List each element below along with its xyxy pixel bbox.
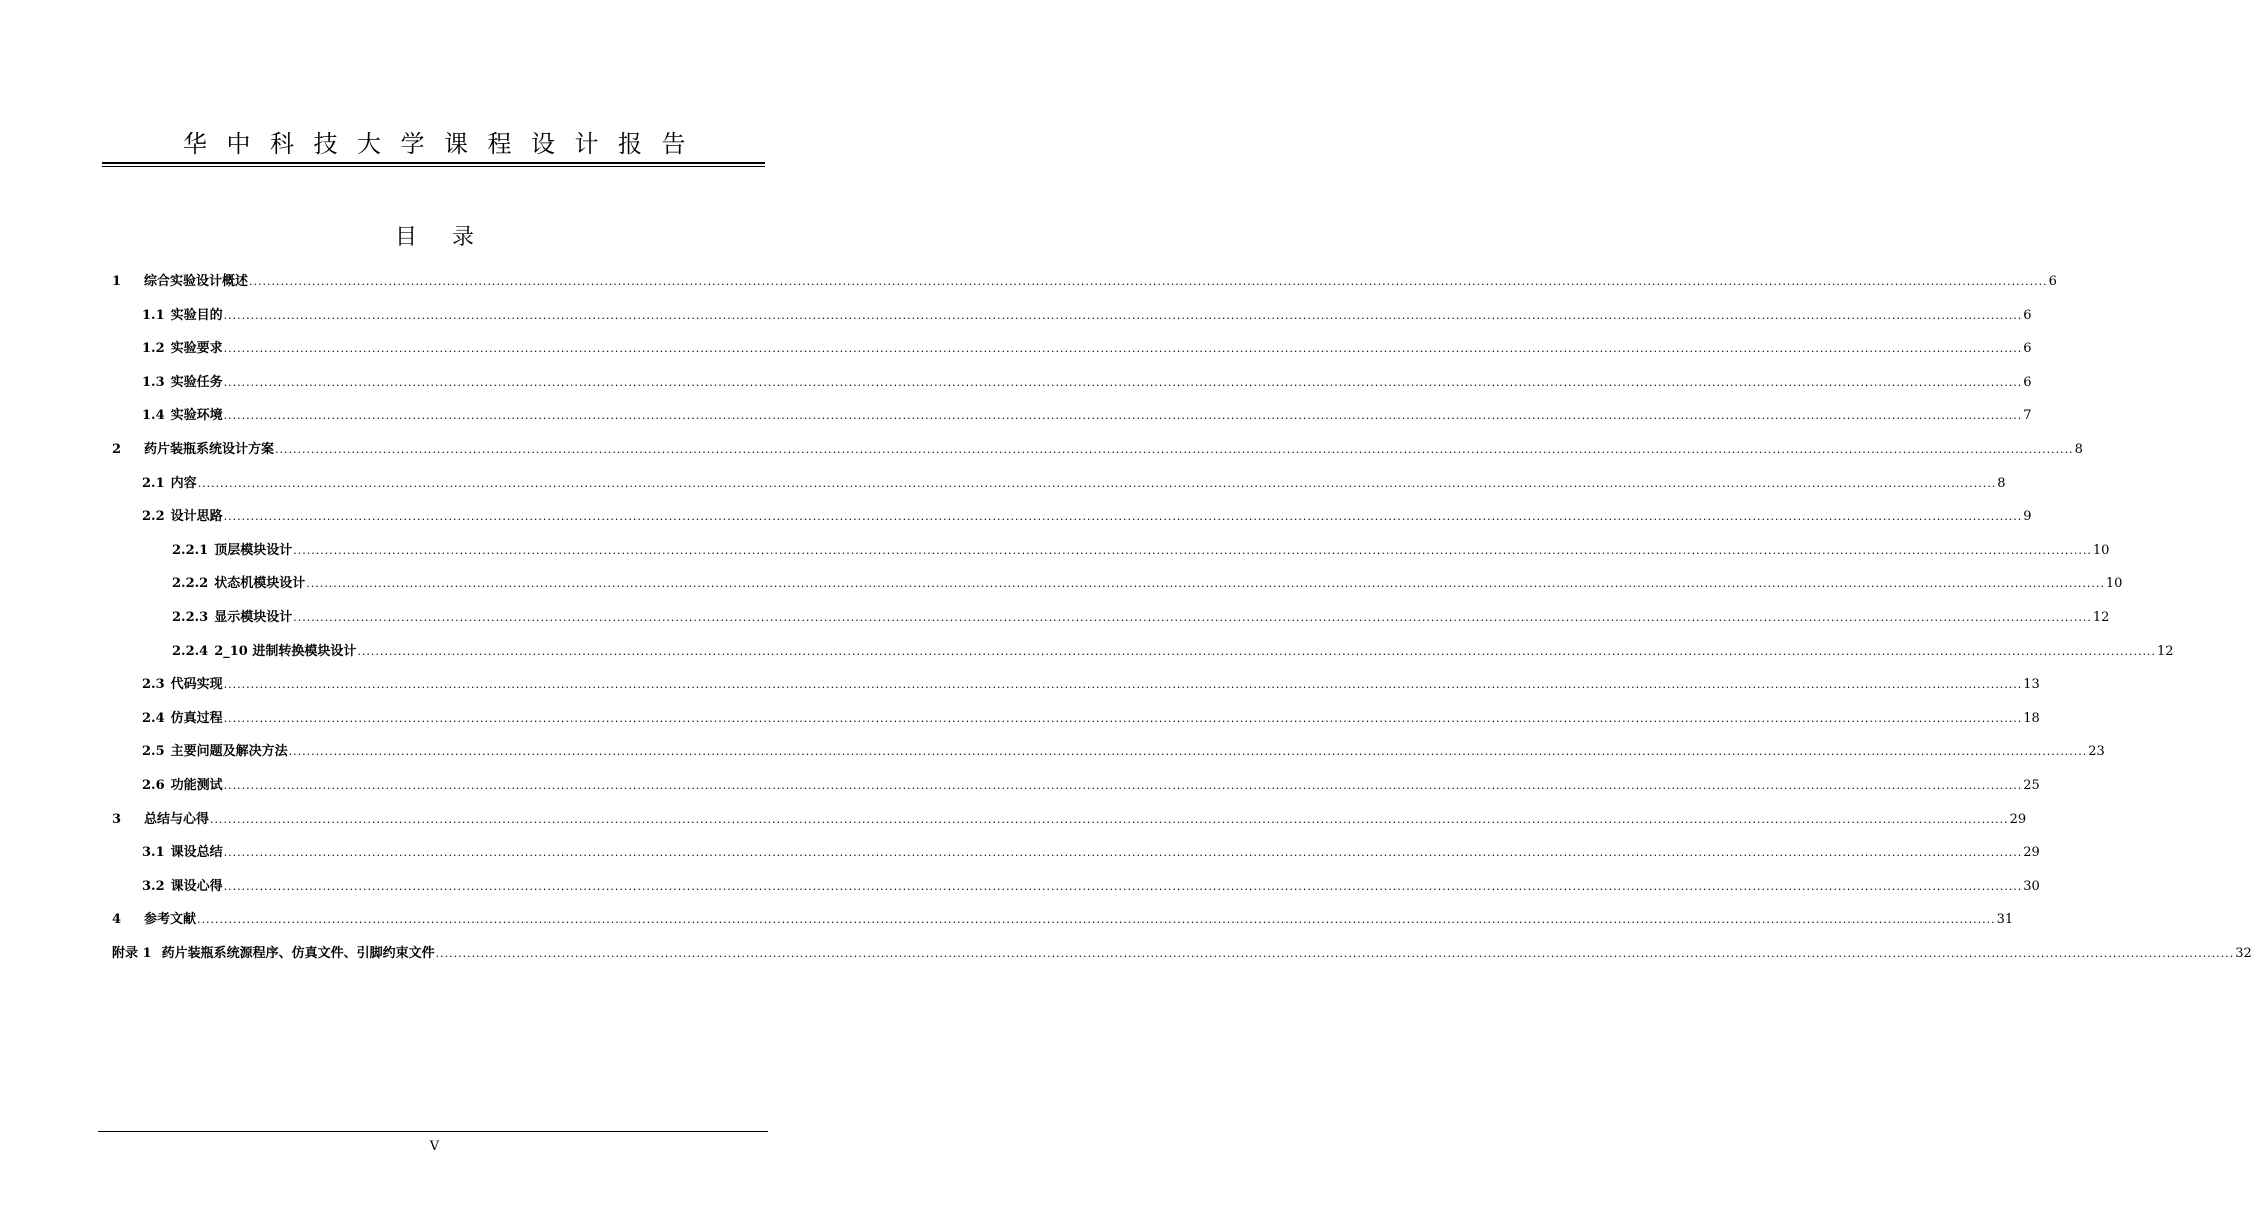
toc-entry-number: 2.6 xyxy=(142,778,165,793)
toc-entry-page: 18 xyxy=(2023,710,2040,726)
toc-entry[interactable] xyxy=(142,740,2105,762)
toc-entry-page: 6 xyxy=(2023,374,2032,390)
toc-entry-page: 6 xyxy=(2023,307,2032,323)
toc-entry-page: 9 xyxy=(2023,509,2032,525)
toc-entry-title: 设计思路 xyxy=(170,509,223,525)
toc-entry-title: 药片装瓶系统源程序、仿真文件、引脚约束文件 xyxy=(161,946,435,961)
toc-entry-page: 12 xyxy=(2157,643,2174,659)
toc-leader-dots: ................................................................................................................................................................................................................................................................................................................................................................................................................ xyxy=(223,678,2023,692)
toc-leader-dots: ................................................................................................................................................................................................................................................................................................................................................................................................................ xyxy=(249,275,2048,288)
toc-entry[interactable] xyxy=(112,908,2014,930)
toc-entry-title: 功能测试 xyxy=(170,778,223,793)
toc-leader-dots: ................................................................................................................................................................................................................................................................................................................................................................................................................ xyxy=(223,779,2023,792)
toc-entry-title: 顶层模块设计 xyxy=(214,542,293,558)
toc-entry[interactable] xyxy=(142,371,2032,393)
toc-entry-number: 附录 1 xyxy=(112,946,152,961)
toc-leader-dots: ................................................................................................................................................................................................................................................................................................................................................................................................................ xyxy=(293,611,2092,624)
toc-entry-number: 1.4 xyxy=(142,408,165,424)
toc-entry-number: 2.5 xyxy=(142,744,165,760)
toc-entry-number: 2.1 xyxy=(142,475,165,491)
toc-entry-page: 10 xyxy=(2105,576,2123,592)
toc-entry-title: 状态机模块设计 xyxy=(214,576,306,592)
toc-entry-title: 仿真过程 xyxy=(170,710,223,726)
toc-entry-title: 代码实现 xyxy=(170,677,223,693)
footer-rule xyxy=(98,1131,768,1132)
toc-entry-number: 2.2.4 xyxy=(172,643,209,659)
toc-entry-title: 总结与心得 xyxy=(144,811,210,827)
toc-entry-number: 1.3 xyxy=(142,374,165,390)
toc-entry-number: 3.1 xyxy=(142,845,165,861)
toc-entry-page: 8 xyxy=(1997,475,2006,491)
toc-entry-number: 2.2.1 xyxy=(172,542,209,558)
toc-entry-page: 12 xyxy=(2092,610,2110,625)
toc-entry-number: 1.2 xyxy=(142,341,165,357)
toc-entry[interactable] xyxy=(142,304,2032,326)
toc-entry-title: 课设总结 xyxy=(170,845,223,861)
toc-entry-number: 2.3 xyxy=(142,677,165,693)
toc-entry-number: 3 xyxy=(112,811,122,827)
toc-leader-dots: ................................................................................................................................................................................................................................................................................................................................................................................................................ xyxy=(223,375,2023,389)
toc-leader-dots: ................................................................................................................................................................................................................................................................................................................................................................................................................ xyxy=(210,812,2009,826)
toc-entry-title: 实验任务 xyxy=(170,374,223,390)
toc-entry-title: 实验目的 xyxy=(170,307,223,323)
toc-leader-dots: ................................................................................................................................................................................................................................................................................................................................................................................................................ xyxy=(223,409,2023,423)
toc-entry-page: 7 xyxy=(2023,408,2032,424)
toc-entry[interactable] xyxy=(112,808,2027,830)
toc-entry-number: 2 xyxy=(112,442,122,457)
toc-title: 目 录 xyxy=(395,225,474,250)
toc-entry[interactable] xyxy=(172,640,2174,662)
toc-entry-number: 2.2.2 xyxy=(172,576,209,592)
toc-entry-page: 13 xyxy=(2023,677,2040,693)
footer-page-number: V xyxy=(429,1139,440,1154)
toc-leader-dots: ................................................................................................................................................................................................................................................................................................................................................................................................................ xyxy=(223,879,2023,893)
toc-entry-page: 31 xyxy=(1996,912,2014,928)
toc-entry-page: 29 xyxy=(2023,845,2040,861)
toc-leader-dots: ................................................................................................................................................................................................................................................................................................................................................................................................................ xyxy=(223,510,2023,524)
toc-entry-page: 32 xyxy=(2235,946,2252,961)
toc-leader-dots: ................................................................................................................................................................................................................................................................................................................................................................................................................ xyxy=(275,443,2074,456)
toc-entry-page: 29 xyxy=(2009,811,2027,827)
toc-leader-dots: ................................................................................................................................................................................................................................................................................................................................................................................................................ xyxy=(223,846,2023,860)
toc-leader-dots: ................................................................................................................................................................................................................................................................................................................................................................................................................ xyxy=(293,543,2092,557)
toc-entry-title: 显示模块设计 xyxy=(214,610,293,625)
toc-entry[interactable] xyxy=(172,539,2110,561)
toc-entry-page: 8 xyxy=(2074,442,2083,457)
toc-entry-title: 主要问题及解决方法 xyxy=(170,744,288,760)
toc-entry[interactable] xyxy=(172,606,2110,628)
toc-leader-dots: ................................................................................................................................................................................................................................................................................................................................................................................................................ xyxy=(357,644,2157,658)
toc-leader-dots: ................................................................................................................................................................................................................................................................................................................................................................................................................ xyxy=(288,745,2088,759)
toc-entry[interactable] xyxy=(142,707,2040,729)
toc-entry-title: 内容 xyxy=(170,475,197,491)
toc-entry[interactable] xyxy=(142,875,2040,897)
toc-entry[interactable] xyxy=(142,673,2040,695)
header-rule-thick xyxy=(102,162,765,164)
toc-entry-number: 1.1 xyxy=(142,307,165,323)
toc-leader-dots: ................................................................................................................................................................................................................................................................................................................................................................................................................ xyxy=(223,342,2023,356)
toc-entry[interactable] xyxy=(112,438,2083,460)
toc-entry[interactable] xyxy=(142,404,2032,426)
toc-entry-page: 6 xyxy=(2023,341,2032,357)
toc-entry-title: 实验要求 xyxy=(170,341,223,357)
toc-entry[interactable] xyxy=(112,270,2057,292)
toc-entry-page: 23 xyxy=(2088,744,2105,760)
toc-leader-dots: ................................................................................................................................................................................................................................................................................................................................................................................................................ xyxy=(223,711,2023,725)
toc-entry-title: 2_10 进制转换模块设计 xyxy=(214,643,357,659)
toc-leader-dots: ................................................................................................................................................................................................................................................................................................................................................................................................................ xyxy=(306,577,2105,591)
toc-entry[interactable] xyxy=(142,841,2040,863)
toc-entry-title: 课设心得 xyxy=(170,878,223,894)
toc-entry-page: 30 xyxy=(2023,878,2040,894)
toc-entry[interactable] xyxy=(112,942,2252,964)
toc-entry-number: 4 xyxy=(112,912,122,928)
toc-entry-title: 实验环境 xyxy=(170,408,223,424)
toc-entry-title: 参考文献 xyxy=(144,912,197,928)
report-header-title: 华中科技大学课程设计报告 xyxy=(183,130,705,158)
toc-entry-page: 25 xyxy=(2023,778,2040,793)
toc-entry-number: 2.2.3 xyxy=(172,610,209,625)
toc-entry[interactable] xyxy=(142,505,2032,527)
toc-leader-dots: ................................................................................................................................................................................................................................................................................................................................................................................................................ xyxy=(435,947,2235,960)
toc-entry[interactable] xyxy=(142,337,2032,359)
toc-leader-dots: ................................................................................................................................................................................................................................................................................................................................................................................................................ xyxy=(197,476,1997,490)
toc-entry[interactable] xyxy=(142,774,2040,796)
toc-entry-title: 综合实验设计概述 xyxy=(144,274,249,289)
toc-entry-title: 药片装瓶系统设计方案 xyxy=(144,442,275,457)
toc-entry-number: 3.2 xyxy=(142,878,165,894)
toc-entry-number: 2.2 xyxy=(142,509,165,525)
header-rule-thin xyxy=(102,166,765,167)
toc-leader-dots: ................................................................................................................................................................................................................................................................................................................................................................................................................ xyxy=(223,308,2023,322)
toc-leader-dots: ................................................................................................................................................................................................................................................................................................................................................................................................................ xyxy=(197,913,1996,927)
toc-entry-page: 6 xyxy=(2048,274,2057,289)
toc-entry[interactable] xyxy=(172,572,2123,594)
toc-entry-number: 1 xyxy=(112,274,122,289)
toc-entry-number: 2.4 xyxy=(142,710,165,726)
toc-entry[interactable] xyxy=(142,472,2006,494)
toc-entry-page: 10 xyxy=(2092,542,2110,558)
